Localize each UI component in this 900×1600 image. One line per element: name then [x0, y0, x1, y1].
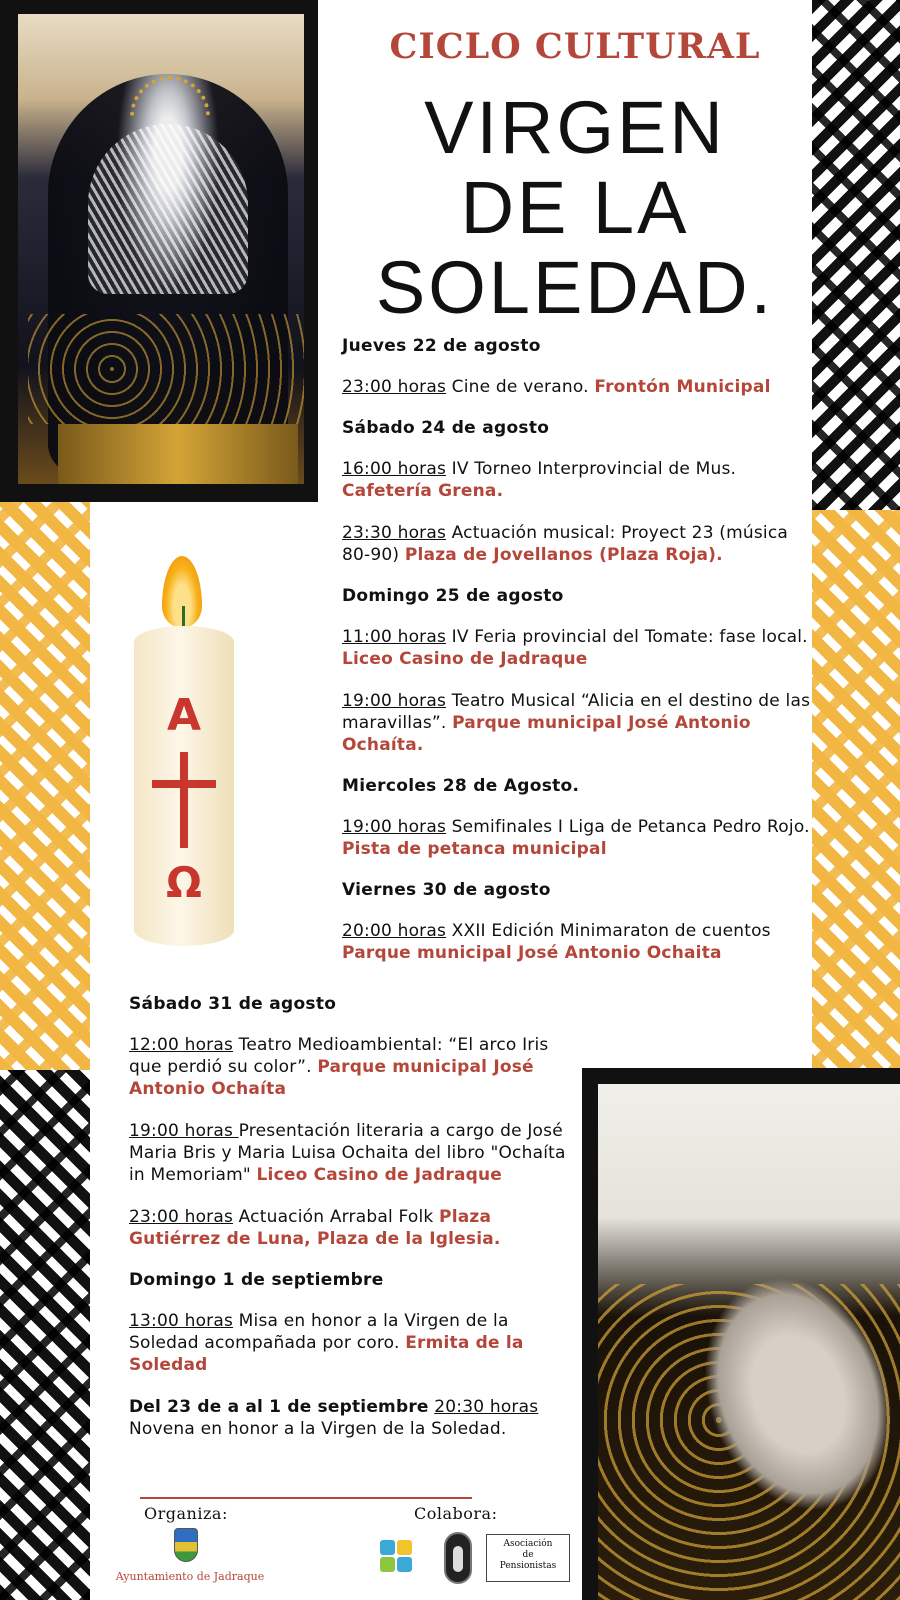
- event-description: Teatro Musical “Alicia en el destino de las maravillas”.: [342, 691, 811, 733]
- pattern-gold-mid-right: [812, 510, 900, 1070]
- event-item: [342, 690, 812, 756]
- event-time: 23:00 horas: [129, 1207, 234, 1227]
- event-place: Plaza de Jovellanos (Plaza Roja).: [404, 545, 723, 565]
- event-item: [342, 376, 812, 398]
- event-place: Liceo Casino de Jadraque: [256, 1165, 503, 1185]
- cross-icon: [180, 752, 188, 848]
- event-place: Liceo Casino de Jadraque: [342, 649, 588, 669]
- event-description: IV Feria provincial del Tomate: fase local.: [446, 627, 808, 647]
- day-heading: Domingo 1 de septiembre: [129, 1270, 384, 1290]
- organiza-label: Organiza:: [144, 1504, 228, 1523]
- pattern-black-top-right: [812, 0, 900, 510]
- day-heading: Viernes 30 de agosto: [342, 880, 551, 900]
- event-description: Actuación Arrabal Folk: [233, 1207, 440, 1227]
- novena-entry: [129, 1396, 579, 1440]
- event-time: 12:00 horas: [129, 1035, 234, 1055]
- event-time: 19:00 horas: [342, 817, 447, 837]
- novena-desc: Novena en honor a la Virgen de la Soledad.: [129, 1419, 507, 1439]
- event-description: Misa en honor a la Virgen de la Soledad acompañada por coro.: [129, 1311, 509, 1353]
- event-item: [342, 522, 812, 566]
- event-time: 19:00 horas: [129, 1121, 239, 1141]
- event-time: 23:30 horas: [342, 523, 447, 543]
- day-heading: Domingo 25 de agosto: [342, 586, 564, 606]
- event-place: Plaza Gutiérrez de Luna, Plaza de la Iglesia.: [129, 1207, 501, 1249]
- event-description: Cine de verano.: [446, 377, 595, 397]
- event-place: Pista de petanca municipal: [342, 839, 607, 859]
- town-shield-icon: [174, 1528, 198, 1562]
- event-place: Parque municipal José Antonio Ochaíta: [129, 1057, 534, 1099]
- pensioners-association-logo: Asociación de Pensionistas: [486, 1534, 570, 1582]
- event-time: 23:00 horas: [342, 377, 447, 397]
- event-place: Parque municipal José Antonio Ochaíta.: [342, 713, 751, 755]
- event-item: [342, 458, 812, 502]
- events-list-upper: [342, 336, 812, 984]
- event-description: Semifinales I Liga de Petanca Pedro Rojo.: [446, 817, 810, 837]
- day-heading: Sábado 24 de agosto: [342, 418, 550, 438]
- virgin-statue-photo: [0, 0, 318, 502]
- events-list-lower: [129, 994, 579, 1440]
- event-place: Parque municipal José Antonio Ochaita: [342, 943, 722, 963]
- candle-illustration: [134, 556, 234, 956]
- event-item: [129, 1034, 579, 1100]
- event-description: XXII Edición Minimaraton de cuentos: [446, 921, 771, 941]
- alpha-glyph: A: [166, 690, 202, 741]
- event-description: Presentación literaria a cargo de José Maria Bris y Maria Luisa Ochaita del libro "Ochaíta in Memoriam": [129, 1121, 566, 1185]
- page-title: VIRGEN DE LA SOLEDAD.: [375, 86, 775, 329]
- event-place: Cafetería Grena.: [342, 481, 504, 501]
- event-time: 20:00 horas: [342, 921, 447, 941]
- omega-glyph: Ω: [166, 858, 202, 907]
- event-item: [129, 1310, 579, 1376]
- event-item: [342, 816, 812, 860]
- colabora-label: Colabora:: [414, 1504, 498, 1523]
- novena-time: 20:30 horas: [434, 1397, 539, 1417]
- novena-date: Del 23 de a al 1 de septiembre: [129, 1397, 429, 1417]
- event-time: 16:00 horas: [342, 459, 447, 479]
- event-place: Ermita de la Soledad: [129, 1333, 524, 1375]
- event-place: Frontón Municipal: [594, 377, 771, 397]
- puzzle-logo-icon: [380, 1540, 416, 1576]
- cycle-subtitle: CICLO CULTURAL: [389, 26, 761, 67]
- day-heading: Sábado 31 de agosto: [129, 994, 337, 1014]
- event-description: Actuación musical: Proyect 23 (música 80-90): [342, 523, 789, 565]
- organizer-name: Ayuntamiento de Jadraque: [115, 1570, 265, 1583]
- divider: [140, 1497, 472, 1499]
- event-item: [129, 1206, 579, 1250]
- day-heading: Jueves 22 de agosto: [342, 336, 541, 356]
- pattern-gold-mid-left: [0, 502, 90, 1072]
- virgin-medal-logo-icon: [444, 1532, 472, 1584]
- event-item: [342, 920, 812, 964]
- event-item: [129, 1120, 579, 1186]
- event-item: [342, 626, 812, 670]
- event-time: 13:00 horas: [129, 1311, 234, 1331]
- event-description: Teatro Medioambiental: “El arco Iris que perdió su color”.: [129, 1035, 549, 1077]
- event-time: 19:00 horas: [342, 691, 447, 711]
- pattern-black-bottom-left: [0, 1070, 90, 1600]
- event-description: IV Torneo Interprovincial de Mus.: [446, 459, 737, 479]
- praying-hands-photo: [582, 1068, 900, 1600]
- event-time: 11:00 horas: [342, 627, 447, 647]
- day-heading: Miercoles 28 de Agosto.: [342, 776, 580, 796]
